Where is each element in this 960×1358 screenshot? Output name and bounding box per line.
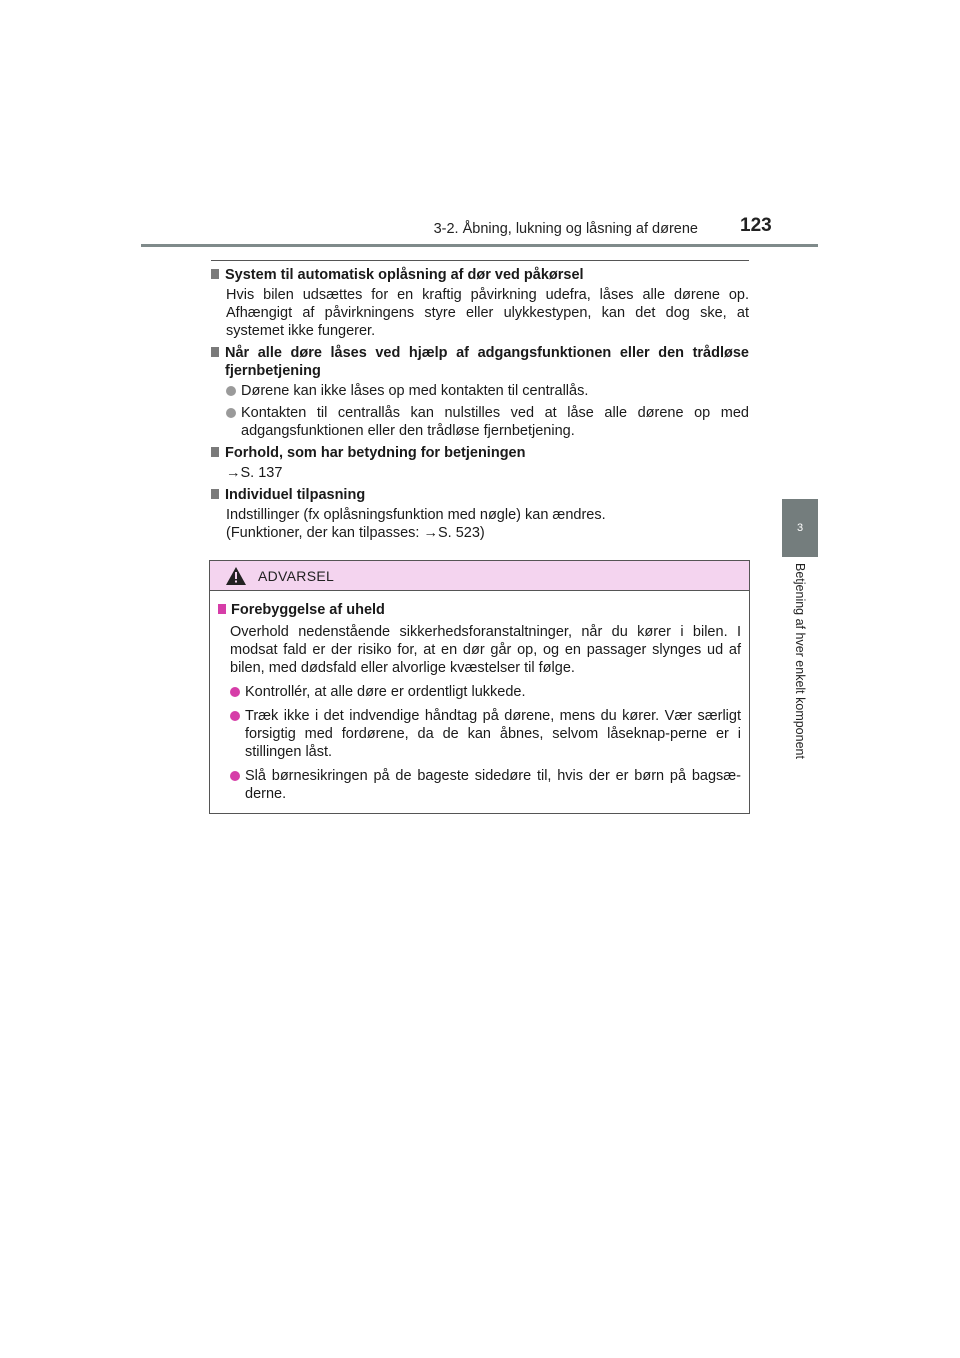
warning-heading: [218, 601, 741, 619]
reference-text: S. 137: [240, 465, 283, 481]
square-bullet-icon: [211, 489, 219, 499]
section-auto-unlock: [211, 266, 749, 340]
warning-label: ADVARSEL: [258, 567, 335, 584]
list-item: [218, 707, 741, 761]
list-item: [211, 382, 749, 400]
chapter-number: 3: [796, 522, 804, 534]
heading-text: Forebyggelse af uheld: [231, 602, 385, 618]
main-content: [211, 266, 749, 546]
warning-box: [209, 560, 750, 814]
heading-text: Når alle døre låses ved hjælp af adgangsfunktionen eller den trådløse fjernbetjening: [225, 345, 749, 379]
list-item: [211, 404, 749, 440]
section-lock-remote: [211, 344, 749, 440]
section-conditions: [211, 444, 749, 482]
header-divider: [141, 244, 818, 247]
heading-text: System til automatisk oplåsning af dør ved påkørsel: [225, 267, 584, 283]
circle-bullet-icon: [230, 711, 240, 721]
section-heading: [211, 444, 749, 462]
list-item: [218, 683, 741, 701]
paragraph: Hvis bilen udsættes for en kraftig påvirkning udefra, låses alle dørene op. Afhængigt af påvirkningens styre eller ulykkestypen, kan det dog ske, at systemet ikke fungerer.: [226, 287, 749, 339]
circle-bullet-icon: [226, 408, 236, 418]
list-item-text: Træk ikke i det indvendige håndtag på dørene, mens du kører. Vær særligt forsigtig med fordørene, da de kan åbnes, selvom låseknap-perne er i stillingen låst.: [245, 708, 741, 760]
list-item-text: Slå børnesikringen på de bageste sidedøre til, hvis der er børn på bagsæ-derne.: [245, 768, 741, 802]
warning-header: [210, 561, 749, 591]
square-bullet-icon: [211, 269, 219, 279]
circle-bullet-icon: [230, 687, 240, 697]
reference-text: S. 523): [437, 525, 485, 541]
heading-text: Individuel tilpasning: [225, 487, 366, 503]
arrow-icon: →: [423, 525, 438, 541]
warning-intro: Overhold nedenstående sikkerhedsforanstaltninger, når du kører i bilen. I modsat fald er der risiko for, at en dør går op, og en passager slynges ud af bilen, med dødsfald eller alvorlige kvæstelser til følge.: [230, 624, 741, 676]
section-title: 3-2. Åbning, lukning og låsning af dørene: [433, 221, 698, 237]
square-bullet-icon: [211, 347, 219, 357]
chapter-title-vertical: [780, 563, 820, 803]
page-number: 123: [740, 215, 772, 236]
paragraph: [211, 506, 749, 542]
square-bullet-icon: [211, 447, 219, 457]
warning-triangle-icon: [226, 567, 246, 585]
circle-bullet-icon: [226, 386, 236, 396]
circle-bullet-icon: [230, 771, 240, 781]
reference-prefix: (Funktioner, der kan tilpasses:: [226, 525, 424, 541]
content-divider: [211, 260, 749, 261]
customization-line: Indstillinger (fx oplåsningsfunktion med nøgle) kan ændres.: [226, 507, 606, 523]
list-item-text: Dørene kan ikke låses op med kontakten til centrallås.: [241, 383, 589, 399]
warning-body: [210, 591, 749, 803]
section-heading: [211, 266, 749, 284]
page-reference: [211, 464, 749, 482]
section-heading: [211, 486, 749, 504]
customization-reference: [226, 524, 749, 542]
heading-text: Forhold, som har betydning for betjeningen: [225, 445, 526, 461]
chapter-title: Betjening af hver enkelt komponent: [793, 563, 807, 759]
section-heading: [211, 344, 749, 380]
chapter-tab: [782, 499, 818, 557]
list-item: [218, 767, 741, 803]
arrow-icon: →: [226, 465, 241, 481]
list-item-text: Kontrollér, at alle døre er ordentligt lukkede.: [245, 684, 526, 700]
section-customization: [211, 486, 749, 542]
square-bullet-icon: [218, 604, 226, 614]
list-item-text: Kontakten til centrallås kan nulstilles ved at låse alle dørene op med adgangsfunktionen eller den trådløse fjernbetjening.: [241, 405, 749, 439]
